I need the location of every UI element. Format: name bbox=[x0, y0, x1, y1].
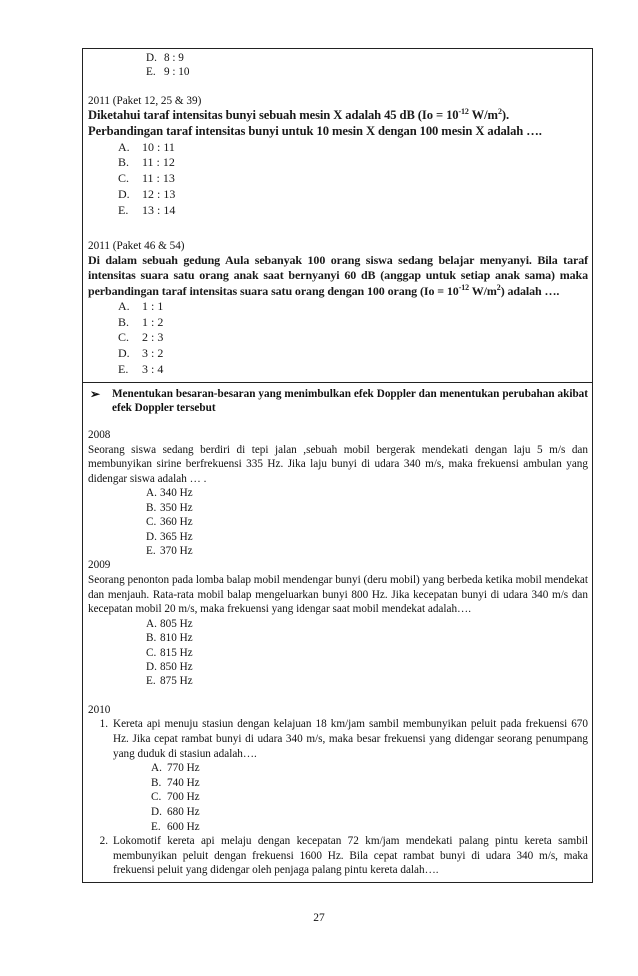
option-row: C. 11 : 13 bbox=[118, 171, 175, 186]
option-row: C. 700 Hz bbox=[151, 791, 200, 804]
question-table bbox=[82, 48, 593, 883]
option-row: B. 350 Hz bbox=[146, 501, 193, 514]
page-number: 27 bbox=[313, 912, 325, 924]
option-row: A. 770 Hz bbox=[151, 762, 200, 775]
option-row: E. 875 Hz bbox=[146, 675, 193, 688]
option-row: E. 3 : 4 bbox=[118, 361, 164, 376]
question-heading: 2010 bbox=[88, 703, 111, 716]
question-text: Di dalam sebuah gedung Aula sebanyak 100 orang siswa sedang belajar menyanyi. Bila taraf intensitas suara satu orang anak saat bernyanyi 60 dB (anggap untuk setiap anak sama) maka perbandingan taraf intensitas suara satu orang dengan 100 orang ($Io = 10^{-12}$ $W/m^2$) adalah …. bbox=[88, 253, 588, 298]
question-text: Diketahui taraf intensitas bunyi sebuah mesin X adalah 45 dB ($Io = 10^{-12}$ $W/m^2$). Perbandingan taraf intensitas bunyi untuk 10 mesin X dengan 100 mesin X adalah …. bbox=[88, 107, 542, 138]
option-row: A. 340 Hz bbox=[146, 487, 193, 500]
option-row: A. 805 Hz bbox=[146, 617, 193, 630]
option-row: D. 3 : 2 bbox=[118, 346, 164, 361]
option-row: E. 600 Hz bbox=[151, 820, 200, 833]
option-row: D. 12 : 13 bbox=[118, 186, 176, 201]
option-row: A. 10 : 11 bbox=[118, 139, 175, 154]
option-row: E. 9 : 10 bbox=[146, 66, 190, 79]
question-heading: 2011 (Paket 12, 25 & 39) bbox=[88, 94, 202, 107]
table-cell-doppler bbox=[83, 382, 592, 882]
option-row: E. 370 Hz bbox=[146, 544, 193, 557]
arrow-bullet-icon: ➢ bbox=[90, 386, 101, 401]
option-row: D. 8 : 9 bbox=[146, 52, 184, 64]
question-heading: 2009 bbox=[88, 559, 111, 572]
list-item: 1. Kereta api menuju stasiun dengan kelajuan 18 km/jam sambil membunyikan peluit pada frekuensi 670 Hz. Jika cepat rambat bunyi di udara 340 m/s, maka besar frekuensi yang didengar seorang penumpang yang duduk di stasiun adalah…. A. 770 Hz B. 740 Hz C. 700 Hz D. 680 Hz E. 600 Hz bbox=[99, 718, 588, 833]
question-text: Kereta api menuju stasiun dengan kelajuan 18 km/jam sambil membunyikan peluit pada frekuensi 670 Hz. Jika cepat rambat bunyi di udara 340 m/s, maka besar frekuensi yang didengar seorang penumpang yang duduk di stasiun adalah…. bbox=[113, 718, 588, 760]
question-text: Lokomotif kereta api melaju dengan kecepatan 72 km/jam mendekati palang pintu kereta sambil membunyikan peluit dengan frekuensi 1600 Hz. Bila cepat rambat bunyi di udara 340 m/s, maka frekuensi peluit yang didengar oleh penjaga palang pintu kereta dalah…. bbox=[113, 835, 588, 877]
option-row: C. 2 : 3 bbox=[118, 330, 164, 345]
option-row: E. 13 : 14 bbox=[118, 202, 176, 217]
option-row: C. 815 Hz bbox=[146, 646, 193, 659]
option-row: D. 680 Hz bbox=[151, 805, 200, 818]
option-row: B. 11 : 12 bbox=[118, 155, 175, 170]
option-row: B. 740 Hz bbox=[151, 776, 200, 789]
option-row: B. 810 Hz bbox=[146, 632, 193, 645]
question-text: Seorang siswa sedang berdiri di tepi jalan ,sebuah mobil bergerak mendekati dengan laju 5 m/s dan membunyikan sirine berfrekuensi 335 Hz. Jika laju bunyi di udara 340 m/s, maka frekuensi ambulan yang didengar siswa adalah … . bbox=[88, 443, 588, 485]
question-text: Seorang penonton pada lomba balap mobil mendengar bunyi (deru mobil) yang berbeda ketika mobil mendekat dan menjauh. Rata-rata mobil balap mengeluarkan bunyi 800 Hz. Jika kecepatan bunyi di udara 340 m/s dan kecepatan mobil 20 m/s, maka frekuensi yang idengar saat mobil mendekat adalah…. bbox=[88, 573, 588, 616]
option-row: C. 360 Hz bbox=[146, 516, 193, 529]
table-cell-intensity bbox=[83, 49, 592, 382]
option-row: D. 850 Hz bbox=[146, 660, 193, 673]
section-title: Menentukan besaran-besaran yang menimbulkan efek Doppler dan menentukan perubahan akibat efek Doppler tersebut bbox=[112, 387, 588, 415]
list-item: 2. Lokomotif kereta api melaju dengan kecepatan 72 km/jam mendekati palang pintu kereta sambil membunyikan peluit dengan frekuensi 1600 Hz. Bila cepat rambat bunyi di udara 340 m/s, maka frekuensi peluit yang didengar oleh penjaga palang pintu kereta dalah…. bbox=[99, 835, 588, 877]
option-row: D. 365 Hz bbox=[146, 530, 193, 543]
option-row: A. 1 : 1 bbox=[118, 298, 164, 313]
question-heading: 2011 (Paket 46 & 54) bbox=[88, 239, 185, 252]
option-row: B. 1 : 2 bbox=[118, 314, 164, 329]
section-bullet bbox=[88, 387, 588, 416]
question-heading: 2008 bbox=[88, 428, 111, 441]
